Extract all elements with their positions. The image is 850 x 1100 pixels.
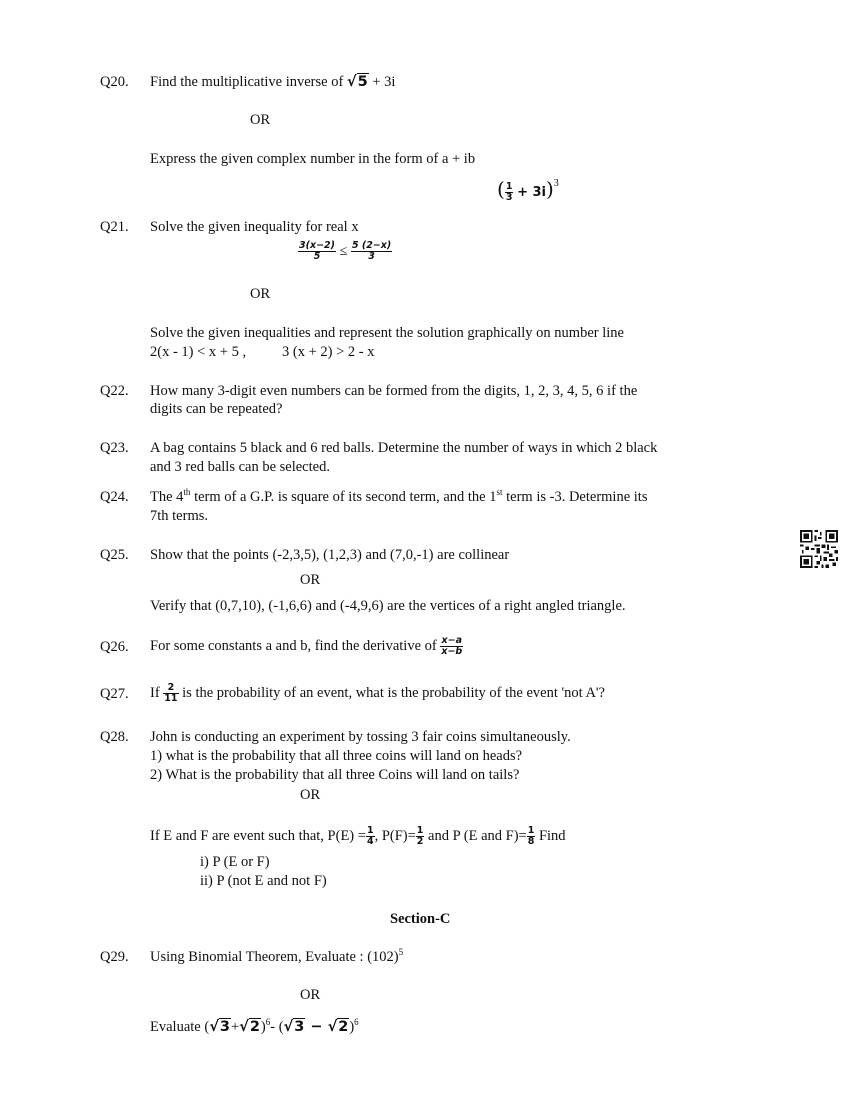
- q20-number: Q20.: [100, 74, 129, 90]
- q29-text: Using Binomial Theorem, Evaluate : $(102)^5$: [150, 947, 404, 965]
- q20-text: Find the multiplicative inverse of √5 + 3i: [150, 74, 396, 90]
- q21-number: Q21.: [100, 219, 129, 235]
- q24-line2: 7th terms.: [150, 508, 208, 524]
- q23-line1: A bag contains 5 black and 6 red balls. Determine the number of ways in which 2 black: [150, 440, 658, 456]
- q25-or: OR: [300, 572, 321, 588]
- q28-alt-text: If E and F are event such that, P(E) = $\frac{1}{4}$ , P(F)= $\frac{1}{2}$ and P (E and F)= $\frac{1}{8}$ Find: [150, 825, 566, 848]
- q28-or: OR: [300, 787, 321, 803]
- q25-text: Show that the points (-2,3,5), (1,2,3) and (7,0,-1) are collinear: [150, 547, 510, 563]
- q25-number: Q25.: [100, 547, 129, 563]
- q20-alt-expression: ( $\frac{1}{3}$ + 3i)$^3$: [497, 177, 559, 204]
- q20-or: OR: [250, 112, 271, 128]
- q21-alt-expr2: 3 (x + 2) > 2 - x: [282, 344, 375, 360]
- q21-alt-expr1: 2(x - 1) < x + 5 ,: [150, 344, 247, 360]
- q21-or: OR: [250, 286, 271, 302]
- q27-number: Q27.: [100, 686, 129, 702]
- q26-text: For some constants a and b, find the derivative of $\frac{x-a}{x-b}$: [150, 635, 463, 658]
- q28-line2: 1) what is the probability that all three coins will land on heads?: [150, 748, 523, 764]
- q21-alt-text: Solve the given inequalities and represent the solution graphically on number line: [150, 325, 624, 341]
- q28-number: Q28.: [100, 729, 129, 745]
- q28-line1: John is conducting an experiment by tossing 3 fair coins simultaneously.: [150, 729, 571, 745]
- q24-number: Q24.: [100, 489, 129, 505]
- q29-alt-text: Evaluate $(√3+√2)^6-$ $(√3 - √2)^6$: [150, 1017, 359, 1035]
- q28-sub1: i) P (E or F): [200, 854, 270, 870]
- q25-alt-text: Verify that (0,7,10), (-1,6,6) and (-4,9,6) are the vertices of a right angled triangle.: [150, 598, 626, 614]
- q29-or: OR: [300, 987, 321, 1003]
- section-c-heading: Section-C: [390, 911, 451, 927]
- q27-text: If $\frac{2}{11}$ is the probability of an event, what is the probability of the event 'not A'?: [150, 682, 605, 705]
- q22-line2: digits can be repeated?: [150, 401, 283, 417]
- qr-code-icon: [800, 530, 838, 568]
- q28-line3: 2) What is the probability that all three Coins will land on tails?: [150, 767, 520, 783]
- q20-alt-text: Express the given complex number in the form of a + ib: [150, 151, 476, 167]
- q21-text: Solve the given inequality for real x: [150, 219, 359, 235]
- q24-line1: The 4th term of a G.P. is square of its second term, and the 1st term is -3. Determine its: [150, 487, 648, 505]
- sqrt-5: √5: [346, 74, 368, 90]
- q23-line2: and 3 red balls can be selected.: [150, 459, 330, 475]
- q28-sub2: ii) P (not E and not F): [200, 873, 327, 889]
- q22-line1: How many 3-digit even numbers can be formed from the digits, 1, 2, 3, 4, 5, 6 if the: [150, 383, 638, 399]
- q29-number: Q29.: [100, 949, 129, 965]
- q22-number: Q22.: [100, 383, 129, 399]
- q21-inequality: $\frac{3(x-2)}{5}$ ≤ $\frac{5 (2-x)}{3}$: [299, 240, 392, 263]
- q26-number: Q26.: [100, 639, 129, 655]
- q23-number: Q23.: [100, 440, 129, 456]
